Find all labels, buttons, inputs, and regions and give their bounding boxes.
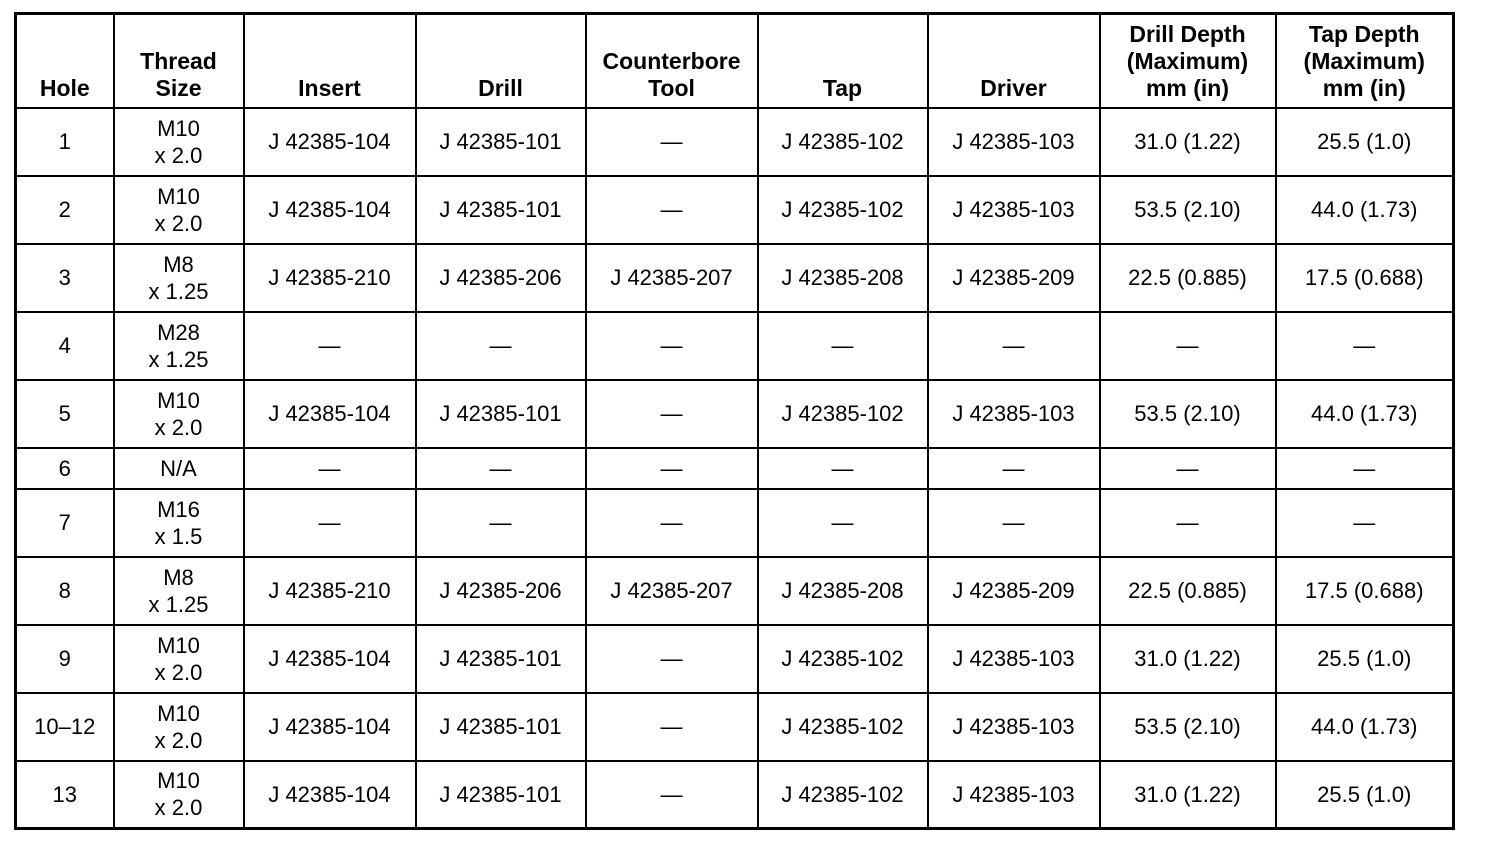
drill-depth-cell: — (1100, 448, 1276, 489)
thread-size-cell: M10 x 2.0 (114, 625, 244, 693)
column-header-counterbore-tool: Counterbore Tool (586, 14, 758, 108)
counterbore-cell: — (586, 176, 758, 244)
driver-cell: J 42385-103 (928, 108, 1100, 176)
thread-size-cell: M10 x 2.0 (114, 761, 244, 829)
drill-depth-cell: 31.0 (1.22) (1100, 625, 1276, 693)
driver-cell: J 42385-103 (928, 176, 1100, 244)
thread-size-cell: M10 x 2.0 (114, 693, 244, 761)
header-row (16, 14, 1454, 108)
drill-cell: — (416, 312, 586, 380)
table-row (16, 312, 1454, 380)
drill-cell: — (416, 489, 586, 557)
hole-cell: 2 (16, 176, 114, 244)
driver-cell: — (928, 312, 1100, 380)
drill-depth-cell: 31.0 (1.22) (1100, 108, 1276, 176)
drill-cell: J 42385-101 (416, 625, 586, 693)
drill-depth-cell: 53.5 (2.10) (1100, 176, 1276, 244)
counterbore-cell: — (586, 489, 758, 557)
insert-cell: J 42385-104 (244, 108, 416, 176)
driver-cell: J 42385-103 (928, 693, 1100, 761)
drill-depth-cell: 53.5 (2.10) (1100, 693, 1276, 761)
column-header-thread-size: Thread Size (114, 14, 244, 108)
table-row (16, 108, 1454, 176)
hole-cell: 5 (16, 380, 114, 448)
drill-cell: J 42385-206 (416, 557, 586, 625)
driver-cell: J 42385-103 (928, 625, 1100, 693)
tap-depth-cell: 17.5 (0.688) (1276, 557, 1454, 625)
tap-depth-cell: — (1276, 448, 1454, 489)
table-row (16, 489, 1454, 557)
tap-depth-cell: 44.0 (1.73) (1276, 380, 1454, 448)
table-body (16, 108, 1454, 829)
column-header-driver: Driver (928, 14, 1100, 108)
drill-cell: J 42385-101 (416, 108, 586, 176)
driver-cell: — (928, 448, 1100, 489)
drill-cell: J 42385-206 (416, 244, 586, 312)
hole-cell: 9 (16, 625, 114, 693)
column-header-hole: Hole (16, 14, 114, 108)
tap-depth-cell: 44.0 (1.73) (1276, 176, 1454, 244)
drill-depth-cell: 53.5 (2.10) (1100, 380, 1276, 448)
table-row (16, 448, 1454, 489)
counterbore-cell: — (586, 761, 758, 829)
drill-depth-cell: 22.5 (0.885) (1100, 557, 1276, 625)
thread-size-cell: M8 x 1.25 (114, 244, 244, 312)
thread-size-cell: M28 x 1.25 (114, 312, 244, 380)
insert-cell: — (244, 489, 416, 557)
tap-cell: J 42385-102 (758, 693, 928, 761)
drill-cell: J 42385-101 (416, 176, 586, 244)
hole-cell: 3 (16, 244, 114, 312)
insert-cell: J 42385-104 (244, 176, 416, 244)
drill-depth-cell: — (1100, 312, 1276, 380)
tap-cell: J 42385-102 (758, 108, 928, 176)
thread-size-cell: M16 x 1.5 (114, 489, 244, 557)
column-header-insert: Insert (244, 14, 416, 108)
tap-depth-cell: 25.5 (1.0) (1276, 108, 1454, 176)
insert-cell: — (244, 448, 416, 489)
tap-depth-cell: 44.0 (1.73) (1276, 693, 1454, 761)
driver-cell: J 42385-103 (928, 380, 1100, 448)
counterbore-cell: — (586, 108, 758, 176)
tap-depth-cell: 25.5 (1.0) (1276, 625, 1454, 693)
driver-cell: J 42385-209 (928, 244, 1100, 312)
thread-size-cell: M8 x 1.25 (114, 557, 244, 625)
thread-size-cell: M10 x 2.0 (114, 176, 244, 244)
tap-cell: J 42385-102 (758, 625, 928, 693)
counterbore-cell: J 42385-207 (586, 557, 758, 625)
driver-cell: J 42385-103 (928, 761, 1100, 829)
counterbore-cell: — (586, 380, 758, 448)
hole-cell: 4 (16, 312, 114, 380)
column-header-tap: Tap (758, 14, 928, 108)
counterbore-cell: — (586, 693, 758, 761)
thread-size-cell: M10 x 2.0 (114, 380, 244, 448)
tap-cell: — (758, 448, 928, 489)
drill-depth-cell: 22.5 (0.885) (1100, 244, 1276, 312)
tap-cell: J 42385-208 (758, 244, 928, 312)
counterbore-cell: — (586, 448, 758, 489)
table-row (16, 176, 1454, 244)
insert-cell: J 42385-104 (244, 625, 416, 693)
drill-depth-cell: 31.0 (1.22) (1100, 761, 1276, 829)
table-row (16, 244, 1454, 312)
drill-cell: J 42385-101 (416, 380, 586, 448)
drill-depth-cell: — (1100, 489, 1276, 557)
thread-size-cell: N/A (114, 448, 244, 489)
tap-cell: J 42385-208 (758, 557, 928, 625)
hole-cell: 8 (16, 557, 114, 625)
tap-cell: J 42385-102 (758, 380, 928, 448)
hole-cell: 10–12 (16, 693, 114, 761)
driver-cell: J 42385-209 (928, 557, 1100, 625)
insert-cell: J 42385-210 (244, 244, 416, 312)
tap-depth-cell: — (1276, 312, 1454, 380)
column-header-tap-depth: Tap Depth (Maximum) mm (in) (1276, 14, 1454, 108)
tap-depth-cell: 17.5 (0.688) (1276, 244, 1454, 312)
tap-cell: J 42385-102 (758, 176, 928, 244)
table-row (16, 625, 1454, 693)
drill-cell: J 42385-101 (416, 761, 586, 829)
drill-cell: — (416, 448, 586, 489)
insert-cell: J 42385-104 (244, 380, 416, 448)
column-header-drill-depth: Drill Depth (Maximum) mm (in) (1100, 14, 1276, 108)
spec-table-container (14, 12, 1452, 830)
tap-cell: J 42385-102 (758, 761, 928, 829)
driver-cell: — (928, 489, 1100, 557)
table-row (16, 693, 1454, 761)
counterbore-cell: — (586, 625, 758, 693)
hole-cell: 13 (16, 761, 114, 829)
counterbore-cell: J 42385-207 (586, 244, 758, 312)
hole-cell: 1 (16, 108, 114, 176)
tap-depth-cell: 25.5 (1.0) (1276, 761, 1454, 829)
tool-spec-table (14, 12, 1455, 830)
drill-cell: J 42385-101 (416, 693, 586, 761)
insert-cell: J 42385-104 (244, 761, 416, 829)
table-row (16, 761, 1454, 829)
hole-cell: 7 (16, 489, 114, 557)
insert-cell: J 42385-104 (244, 693, 416, 761)
table-row (16, 380, 1454, 448)
counterbore-cell: — (586, 312, 758, 380)
column-header-drill: Drill (416, 14, 586, 108)
thread-size-cell: M10 x 2.0 (114, 108, 244, 176)
hole-cell: 6 (16, 448, 114, 489)
insert-cell: J 42385-210 (244, 557, 416, 625)
tap-cell: — (758, 489, 928, 557)
tap-depth-cell: — (1276, 489, 1454, 557)
tap-cell: — (758, 312, 928, 380)
insert-cell: — (244, 312, 416, 380)
table-row (16, 557, 1454, 625)
